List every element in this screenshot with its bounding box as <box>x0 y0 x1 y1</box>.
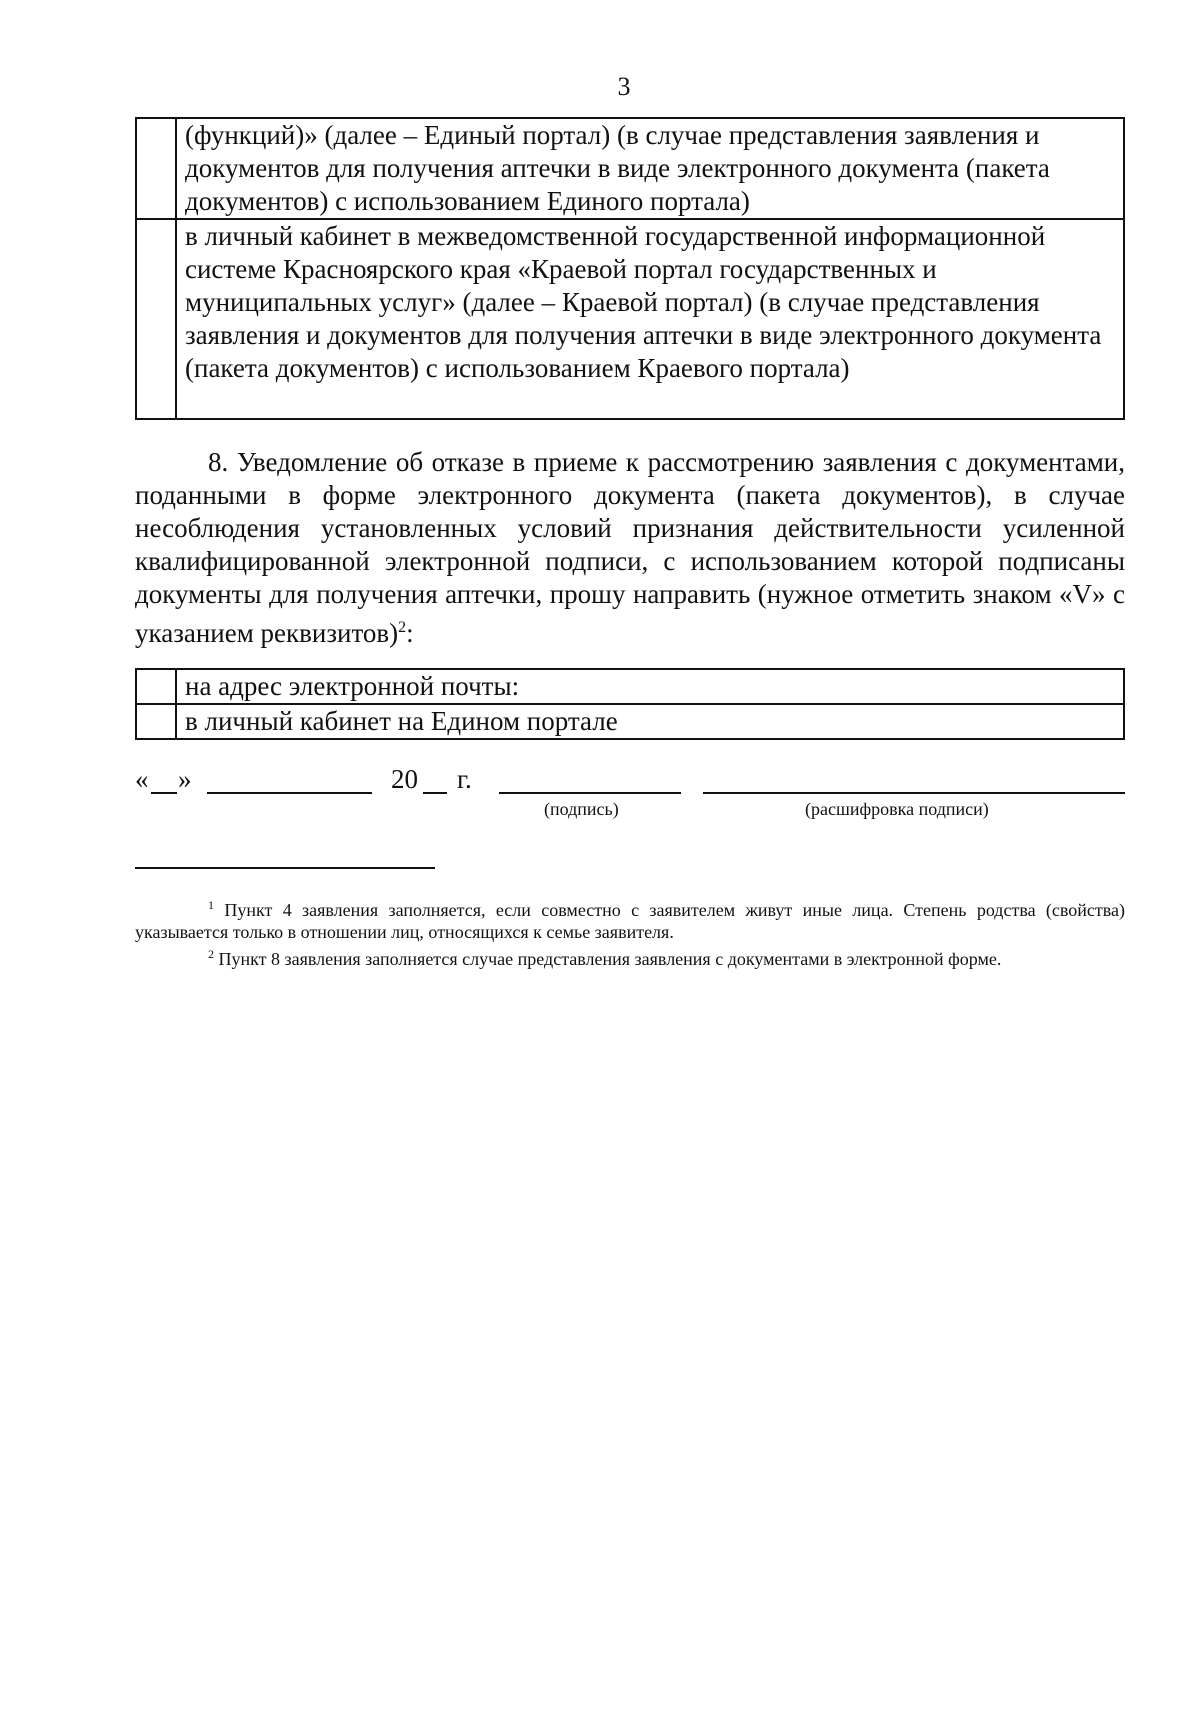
delivery-options-table-top <box>135 117 1125 420</box>
table-row <box>136 219 1124 419</box>
month-blank[interactable] <box>207 764 372 794</box>
checkbox-cell[interactable] <box>136 669 176 704</box>
footnote-marker: 1 <box>208 898 214 912</box>
checkbox-cell[interactable] <box>136 219 176 419</box>
quote-close: » <box>178 764 192 794</box>
signature-decryption-blank[interactable] <box>703 764 1125 794</box>
footnote-ref: 2 <box>398 619 407 636</box>
option-text: в личный кабинет в межведомственной государственной информационной системе Красноярского края «Краевой портал государственных и муниципальных услуг» (далее – Краевой портал) (в случае представления заявления и документов для получения аптечки в виде электронного документа (пакета документов) с использованием Краевого портала) <box>176 219 1124 419</box>
option-text: (функций)» (далее – Единый портал) (в случае представления заявления и документов для получения аптечки в виде электронного документа (пакета документов) с использованием Единого портала) <box>176 118 1124 219</box>
checkbox-cell[interactable] <box>136 118 176 219</box>
footnote-marker: 2 <box>208 947 214 961</box>
signature-blank[interactable] <box>499 764 681 794</box>
page-number: 3 <box>617 72 631 101</box>
table-row <box>136 118 1124 219</box>
option-text: на адрес электронной почты: <box>176 669 1124 704</box>
notification-options-table <box>135 668 1125 740</box>
table-row <box>136 669 1124 704</box>
paragraph-8 <box>135 446 1125 650</box>
decryption-caption: (расшифровка подписи) <box>805 799 989 819</box>
footnote-text: Пункт 8 заявления заполняется случае представления заявления с документами в электронной форме. <box>218 949 1002 969</box>
footnotes <box>135 894 1125 970</box>
paragraph-8-text: 8. Уведомление об отказе в приеме к рассмотрению заявления с документами, поданными в форме электронного документа (пакета документов), в случае несоблюдения установленных условий признания действительности усиленной квалифицированной электронной подписи, с использованием которой подписаны документы для получения аптечки, прошу направить (нужное отметить знаком «V» с указанием реквизитов) <box>135 447 1125 648</box>
year-blank[interactable] <box>423 764 447 794</box>
option-text: в личный кабинет на Едином портале <box>176 704 1124 739</box>
day-blank[interactable] <box>151 764 177 794</box>
footnote <box>135 943 1125 970</box>
footnote-text: Пункт 4 заявления заполняется, если совместно с заявителем живут иные лица. Степень родства (свойства) указывается только в отношении лиц, относящихся к семье заявителя. <box>135 900 1126 942</box>
year-prefix: 20 <box>391 764 418 794</box>
signature-caption: (подпись) <box>544 799 619 819</box>
quote-open: « <box>135 764 149 794</box>
paragraph-8-tail: : <box>406 618 414 648</box>
year-suffix: г. <box>457 764 472 794</box>
footnote <box>135 894 1125 943</box>
signature-date-line <box>135 764 1125 800</box>
table-row <box>136 704 1124 739</box>
footnote-separator <box>135 867 435 869</box>
checkbox-cell[interactable] <box>136 704 176 739</box>
